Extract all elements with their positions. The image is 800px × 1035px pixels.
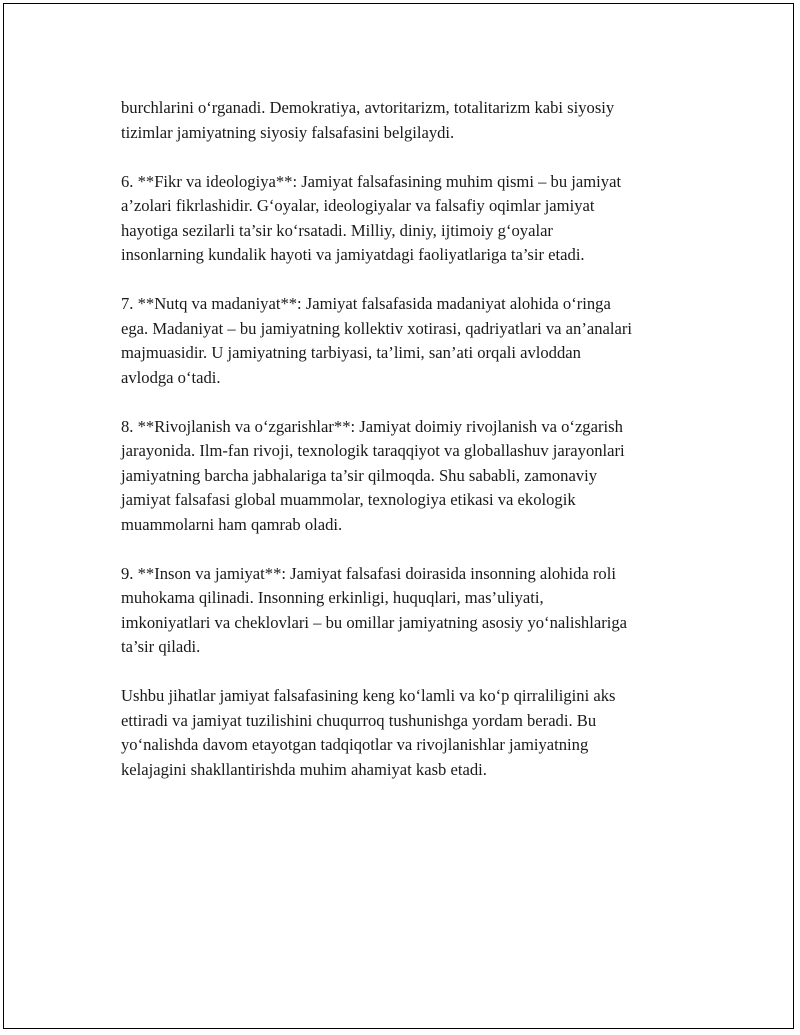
document-body: [121, 96, 721, 807]
paragraph-conclusion: Ushbu jihatlar jamiyat falsafasining keng ko‘lamli va ko‘p qirraliligini aks ettiradi va jamiyat tuzilishini chuqurroq tushunishga yordam beradi. Bu yo‘nalishda davom etayotgan tadqiqotlar va rivojlanishlar jamiyatning kelajagini shakllantirishda muhim ahamiyat kasb etadi.: [121, 686, 616, 779]
page-frame: [3, 3, 794, 1029]
paragraph-fikr-va-ideologiya: 6. **Fikr va ideologiya**: Jamiyat falsafasining muhim qismi – bu jamiyat a’zolari fikrlashidir. G‘oyalar, ideologiyalar va falsafiy oqimlar jamiyat hayotiga sezilarli ta’sir ko‘rsatadi. Milliy, diniy, ijtimoiy g‘oyalar insonlarning kundalik hayoti va jamiyatdagi faoliyatlariga ta’sir etadi.: [121, 171, 622, 264]
paragraph-continuation: burchlarini o‘rganadi. Demokratiya, avtoritarizm, totalitarizm kabi siyosiy tizimlar jamiyatning siyosiy falsafasini belgilaydi.: [121, 98, 615, 142]
paragraph-rivojlanish: 8. **Rivojlanish va o‘zgarishlar**: Jamiyat doimiy rivojlanish va o‘zgarish jarayonida. Ilm-fan rivoji, texnologik taraqqiyot va globallashuv jarayonlari jamiyatning barcha jabhalariga ta’sir qilmoqda. Shu sababli, zamonaviy jamiyat falsafasi global muammolar, texnologiya etikasi va ekologik muammolarni ham qamrab oladi.: [121, 416, 625, 534]
paragraph-inson-va-jamiyat: 9. **Inson va jamiyat**: Jamiyat falsafasi doirasida insonning alohida roli muhokama qilinadi. Insonning erkinligi, huquqlari, mas’uliyati, imkoniyatlari va cheklovlari – bu omillar jamiyatning asosiy yo‘nalishlariga ta’sir qiladi.: [121, 563, 627, 656]
paragraph-nutq-va-madaniyat: 7. **Nutq va madaniyat**: Jamiyat falsafasida madaniyat alohida o‘ringa ega. Madaniyat – bu jamiyatning kollektiv xotirasi, qadriyatlari va an’analari majmuasidir. U jamiyatning tarbiyasi, ta’limi, san’ati orqali avloddan avlodga o‘tadi.: [121, 294, 633, 387]
